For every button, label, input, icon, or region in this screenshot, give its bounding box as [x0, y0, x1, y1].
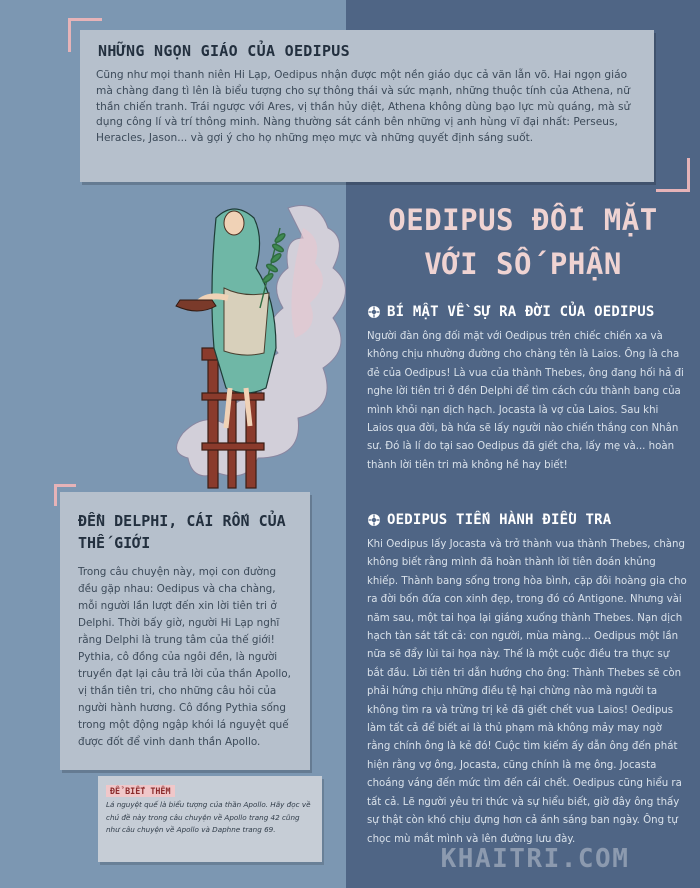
delphi-text: Trong câu chuyện này, mọi con đường đều gặp nhau: Oedipus và cha chàng, mỗi người lần lượt đến xin lời tiên tri ở Delphi. Thời bấy giờ, người Hi Lạp nghĩ rằng Delphi là trung tâm của thế giới! Pythia, cô đồng của ngôi đền, là người truyền đạt lại câu trả lời của thần Apollo, vị thần tiên tri, cho những câu hỏi của người hành hương. Cô đồng Pythia sống trong một động ngập khói lá nguyệt quế được đốt để vinh danh thần Apollo.	[78, 566, 291, 748]
delphi-info-box	[60, 492, 310, 770]
main-title	[358, 198, 688, 286]
corner-bracket-top-right	[656, 158, 690, 192]
note-tag: ĐỂ BIẾT THÊM	[106, 785, 175, 797]
note-text: Lá nguyệt quế là biểu tượng của thần Apollo. Hãy đọc về chủ đề này trong câu chuyện về Apollo trang 42 cũng như câu chuyện về Apollo và Daphne trang 69.	[106, 800, 311, 834]
main-title-line-1: OEDIPUS ĐỐI MẶT	[388, 203, 658, 237]
main-title-line-2: VỚI SỐ PHẬN	[424, 247, 622, 281]
delphi-title: ĐỀN DELPHI, CÁI RỐN CỦA THẾ GIỚI	[78, 512, 286, 552]
spears-text: Cũng như mọi thanh niên Hi Lạp, Oedipus nhận được một nền giáo dục cả văn lẫn võ. Hai ngọn giáo mà chàng đang tì lên là biểu tượng cho sự thông thái và sức mạnh, những thuộc tính của Athena, nữ thần chiến tranh. Trái ngược với Ares, vị thần hủy diệt, Athena không dùng bạo lực mù quáng, mà sử dụng công lí và trí thông minh. Nàng thường sát cánh bên những vị anh hùng vĩ đại nhất: Perseus, Heracles, Jason... và gợi ý cho họ những mẹo mực và những quyết định sáng suốt.	[96, 69, 631, 145]
more-info-note	[98, 776, 322, 862]
spears-title: NHỮNG NGỌN GIÁO CỦA OEDIPUS	[98, 42, 350, 60]
pythia-illustration	[168, 188, 352, 510]
spears-info-box	[80, 30, 654, 182]
section-birth-secret-title: BÍ MẬT VỀ SỰ RA ĐỜI CỦA OEDIPUS	[387, 304, 655, 320]
section-birth-secret-heading	[367, 304, 697, 320]
section-investigation-title: OEDIPUS TIẾN HÀNH ĐIỀU TRA	[387, 512, 612, 528]
section-investigation-heading	[367, 512, 697, 528]
section-birth-secret-text: Người đàn ông đối mặt với Oedipus trên chiếc chiến xa và không chịu nhường đường cho chàng tên là Laios. Ông là cha đẻ của Oedipus! Là vua của thành Thebes, ông đang hối hả đi nghe lời tiên tri ở đền Delphi để tìm cách cứu thành bang của mình khỏi nạn dịch hạch. Jocasta là vợ của Laios. Sau khi Laios qua đời, bà hứa sẽ lấy người nào chiến thắng con Nhân sư. Đó là lí do tại sao Oedipus đã giết cha, lấy mẹ và... hoàn thành lời tiên tri mà không hề hay biết!	[367, 331, 684, 471]
section-investigation-text: Khi Oedipus lấy Jocasta và trở thành vua thành Thebes, chàng không biết rằng mình đã hoàn thành lời tiên đoán khủng khiếp. Thành bang sống trong hòa bình, cặp đôi hoàng gia cho ra đời bốn đứa con xinh đẹp, trong đó có Antigone. Nhưng vài năm sau, một tai họa lại giáng xuống thành Thebes. Nạn dịch hạch tàn sát tất cả: con người, mùa màng... Oedipus một lần nữa sẽ đẩy lùi tai họa này. Thế là một cuộc điều tra thực sự bắt đầu. Lời tiên tri dẫn hướng cho ông: Thành Thebes sẽ còn phải hứng chịu những điều tệ hại chừng nào mà người ta không tìm ra và trừng trị kẻ đã giết chết vua Laios! Oedipus làm tất cả để biết ai là thủ phạm mà không mảy may ngờ rằng chính ông là kẻ đó! Cuộc tìm kiếm ấy dẫn ông đến phát hiện rằng vợ ông, Jocasta, cũng chính là mẹ ông. Jocasta choáng váng đến mức tìm đến cái chết. Oedipus cũng hiểu ra tất cả. Lẽ người yêu tri thức và sự hiểu biết, giờ đây ông thấy sự thật còn khó chịu đựng hơn cả ánh sáng ban ngày. Ông tự chọc mù mắt mình và lên đường lưu đày.	[367, 539, 687, 845]
flower-bullet-icon	[367, 305, 381, 319]
watermark: KHAITRI.COM	[440, 844, 630, 874]
flower-bullet-icon	[367, 513, 381, 527]
